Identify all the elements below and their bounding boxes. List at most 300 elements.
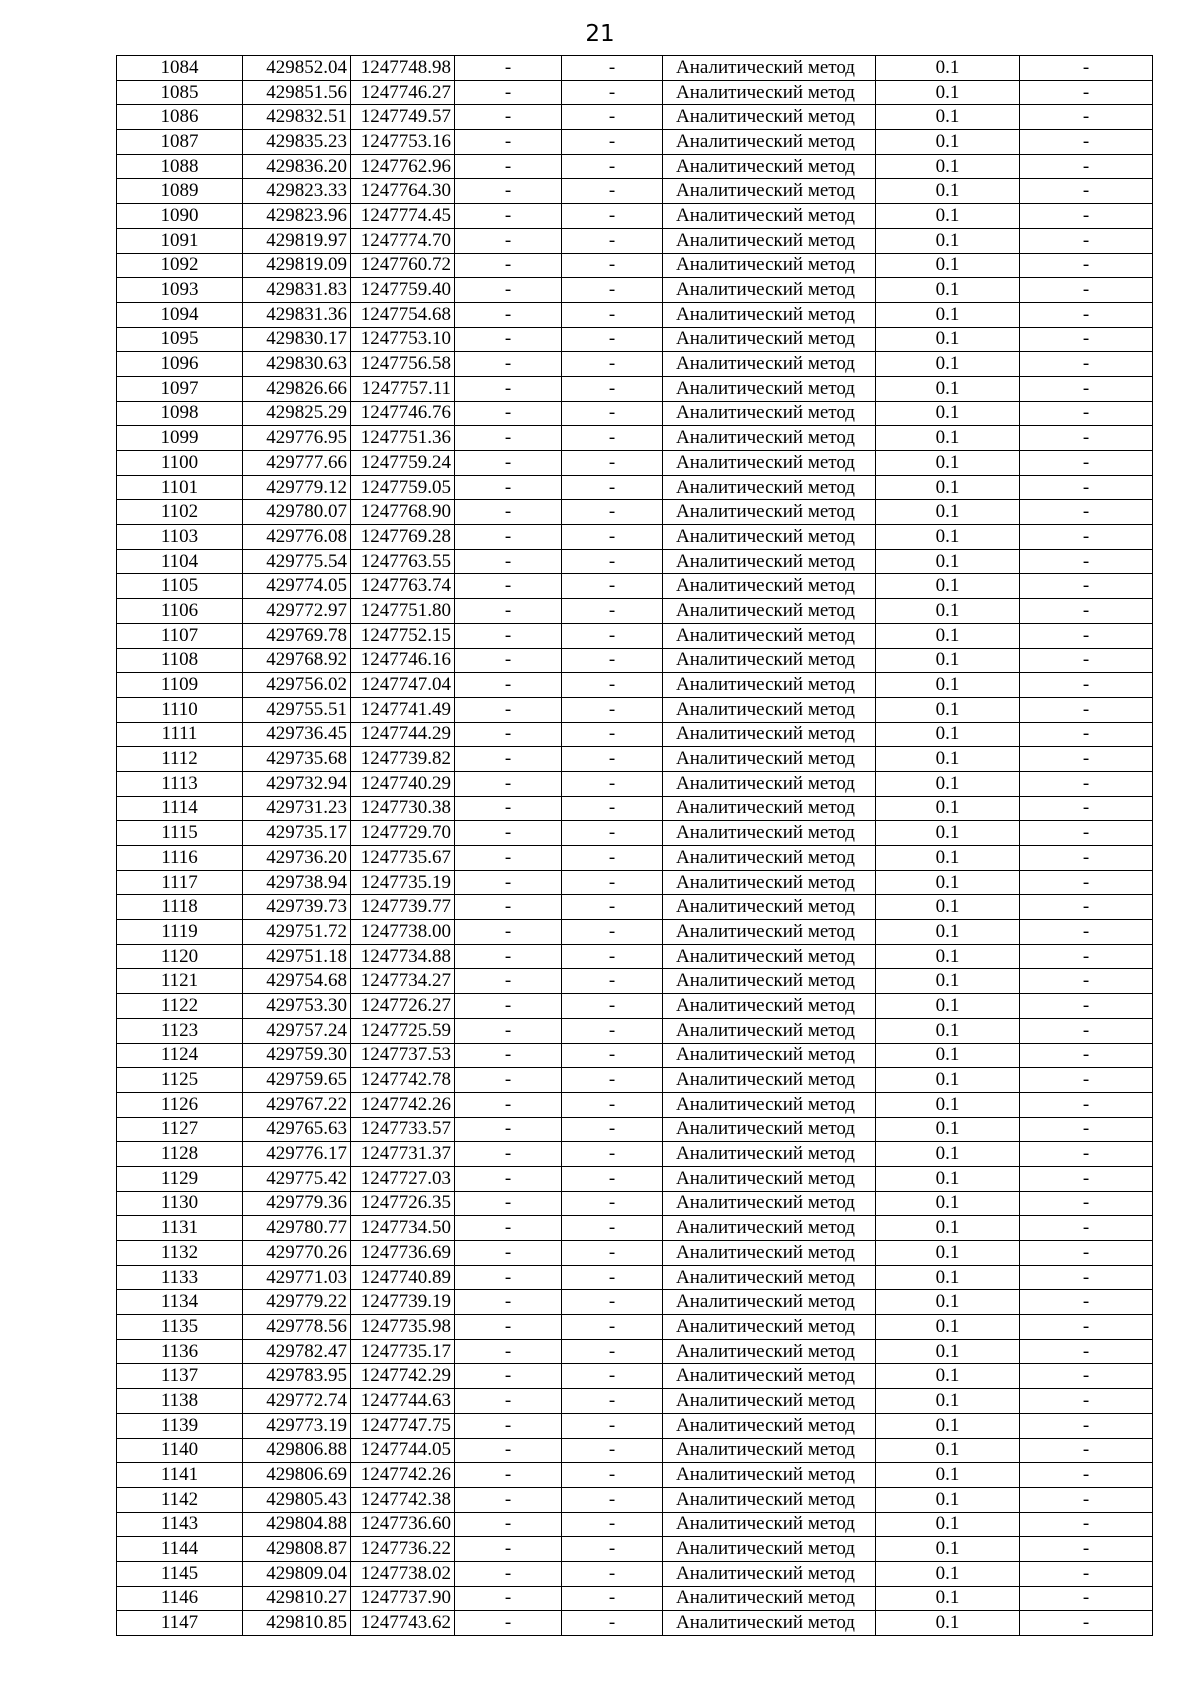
col5-cell: - [562, 648, 663, 673]
point-number-cell: 1142 [117, 1487, 243, 1512]
x-coordinate-cell: 429825.29 [243, 401, 351, 426]
y-coordinate-cell: 1247734.27 [351, 969, 455, 994]
method-cell: Аналитический метод [663, 426, 876, 451]
table-row [117, 1537, 1153, 1562]
col4-cell: - [455, 1389, 562, 1414]
method-cell: Аналитический метод [663, 920, 876, 945]
col5-cell: - [562, 56, 663, 81]
method-cell: Аналитический метод [663, 1142, 876, 1167]
x-coordinate-cell: 429823.96 [243, 204, 351, 229]
accuracy-cell: 0.1 [876, 1241, 1020, 1266]
point-number-cell: 1097 [117, 376, 243, 401]
point-number-cell: 1133 [117, 1265, 243, 1290]
method-cell: Аналитический метод [663, 1413, 876, 1438]
method-cell: Аналитический метод [663, 105, 876, 130]
table-row [117, 154, 1153, 179]
col5-cell: - [562, 179, 663, 204]
col5-cell: - [562, 327, 663, 352]
col8-cell: - [1020, 1611, 1153, 1636]
col8-cell: - [1020, 1438, 1153, 1463]
col5-cell: - [562, 1438, 663, 1463]
method-cell: Аналитический метод [663, 80, 876, 105]
col5-cell: - [562, 105, 663, 130]
col4-cell: - [455, 1142, 562, 1167]
table-row [117, 1166, 1153, 1191]
table-row [117, 1142, 1153, 1167]
col4-cell: - [455, 1512, 562, 1537]
accuracy-cell: 0.1 [876, 376, 1020, 401]
x-coordinate-cell: 429806.88 [243, 1438, 351, 1463]
accuracy-cell: 0.1 [876, 1389, 1020, 1414]
y-coordinate-cell: 1247751.80 [351, 599, 455, 624]
method-cell: Аналитический метод [663, 130, 876, 155]
x-coordinate-cell: 429769.78 [243, 623, 351, 648]
accuracy-cell: 0.1 [876, 475, 1020, 500]
col5-cell: - [562, 549, 663, 574]
col8-cell: - [1020, 821, 1153, 846]
method-cell: Аналитический метод [663, 525, 876, 550]
method-cell: Аналитический метод [663, 253, 876, 278]
col8-cell: - [1020, 771, 1153, 796]
point-number-cell: 1135 [117, 1315, 243, 1340]
col5-cell: - [562, 846, 663, 871]
col8-cell: - [1020, 722, 1153, 747]
table-row [117, 771, 1153, 796]
y-coordinate-cell: 1247736.60 [351, 1512, 455, 1537]
col5-cell: - [562, 574, 663, 599]
col5-cell: - [562, 623, 663, 648]
method-cell: Аналитический метод [663, 1537, 876, 1562]
y-coordinate-cell: 1247733.57 [351, 1117, 455, 1142]
col5-cell: - [562, 1315, 663, 1340]
table-row [117, 648, 1153, 673]
method-cell: Аналитический метод [663, 1191, 876, 1216]
y-coordinate-cell: 1247735.67 [351, 846, 455, 871]
x-coordinate-cell: 429851.56 [243, 80, 351, 105]
col4-cell: - [455, 154, 562, 179]
col4-cell: - [455, 525, 562, 550]
col4-cell: - [455, 1092, 562, 1117]
method-cell: Аналитический метод [663, 771, 876, 796]
point-number-cell: 1117 [117, 870, 243, 895]
point-number-cell: 1114 [117, 796, 243, 821]
y-coordinate-cell: 1247736.22 [351, 1537, 455, 1562]
col8-cell: - [1020, 1537, 1153, 1562]
point-number-cell: 1145 [117, 1561, 243, 1586]
table-row [117, 327, 1153, 352]
table-row [117, 253, 1153, 278]
y-coordinate-cell: 1247768.90 [351, 500, 455, 525]
accuracy-cell: 0.1 [876, 1364, 1020, 1389]
y-coordinate-cell: 1247727.03 [351, 1166, 455, 1191]
y-coordinate-cell: 1247730.38 [351, 796, 455, 821]
y-coordinate-cell: 1247740.89 [351, 1265, 455, 1290]
col4-cell: - [455, 821, 562, 846]
table-body [117, 56, 1153, 1636]
y-coordinate-cell: 1247742.26 [351, 1092, 455, 1117]
x-coordinate-cell: 429808.87 [243, 1537, 351, 1562]
x-coordinate-cell: 429756.02 [243, 673, 351, 698]
col5-cell: - [562, 1216, 663, 1241]
col4-cell: - [455, 376, 562, 401]
col4-cell: - [455, 846, 562, 871]
table-row [117, 1611, 1153, 1636]
col5-cell: - [562, 1043, 663, 1068]
x-coordinate-cell: 429810.27 [243, 1586, 351, 1611]
method-cell: Аналитический метод [663, 673, 876, 698]
method-cell: Аналитический метод [663, 1265, 876, 1290]
method-cell: Аналитический метод [663, 846, 876, 871]
x-coordinate-cell: 429731.23 [243, 796, 351, 821]
point-number-cell: 1130 [117, 1191, 243, 1216]
point-number-cell: 1129 [117, 1166, 243, 1191]
col4-cell: - [455, 722, 562, 747]
table-row [117, 228, 1153, 253]
method-cell: Аналитический метод [663, 1241, 876, 1266]
point-number-cell: 1110 [117, 697, 243, 722]
y-coordinate-cell: 1247735.17 [351, 1339, 455, 1364]
method-cell: Аналитический метод [663, 944, 876, 969]
col4-cell: - [455, 771, 562, 796]
point-number-cell: 1099 [117, 426, 243, 451]
col5-cell: - [562, 302, 663, 327]
x-coordinate-cell: 429830.17 [243, 327, 351, 352]
table-row [117, 697, 1153, 722]
col5-cell: - [562, 451, 663, 476]
col8-cell: - [1020, 796, 1153, 821]
table-row [117, 599, 1153, 624]
col8-cell: - [1020, 1463, 1153, 1488]
col4-cell: - [455, 352, 562, 377]
table-row [117, 1339, 1153, 1364]
col8-cell: - [1020, 1586, 1153, 1611]
col8-cell: - [1020, 525, 1153, 550]
y-coordinate-cell: 1247740.29 [351, 771, 455, 796]
accuracy-cell: 0.1 [876, 426, 1020, 451]
method-cell: Аналитический метод [663, 1487, 876, 1512]
col4-cell: - [455, 475, 562, 500]
x-coordinate-cell: 429852.04 [243, 56, 351, 81]
y-coordinate-cell: 1247729.70 [351, 821, 455, 846]
point-number-cell: 1132 [117, 1241, 243, 1266]
col4-cell: - [455, 1117, 562, 1142]
col5-cell: - [562, 278, 663, 303]
x-coordinate-cell: 429735.17 [243, 821, 351, 846]
col5-cell: - [562, 204, 663, 229]
col4-cell: - [455, 574, 562, 599]
col4-cell: - [455, 697, 562, 722]
point-number-cell: 1088 [117, 154, 243, 179]
accuracy-cell: 0.1 [876, 1092, 1020, 1117]
y-coordinate-cell: 1247742.38 [351, 1487, 455, 1512]
col4-cell: - [455, 549, 562, 574]
accuracy-cell: 0.1 [876, 525, 1020, 550]
point-number-cell: 1102 [117, 500, 243, 525]
table-row [117, 1117, 1153, 1142]
y-coordinate-cell: 1247759.05 [351, 475, 455, 500]
col5-cell: - [562, 1463, 663, 1488]
col4-cell: - [455, 1561, 562, 1586]
col4-cell: - [455, 500, 562, 525]
y-coordinate-cell: 1247759.40 [351, 278, 455, 303]
table-row [117, 204, 1153, 229]
col5-cell: - [562, 771, 663, 796]
accuracy-cell: 0.1 [876, 747, 1020, 772]
col5-cell: - [562, 1586, 663, 1611]
accuracy-cell: 0.1 [876, 1142, 1020, 1167]
col4-cell: - [455, 105, 562, 130]
table-row [117, 1290, 1153, 1315]
y-coordinate-cell: 1247736.69 [351, 1241, 455, 1266]
y-coordinate-cell: 1247744.63 [351, 1389, 455, 1414]
method-cell: Аналитический метод [663, 1512, 876, 1537]
point-number-cell: 1139 [117, 1413, 243, 1438]
point-number-cell: 1140 [117, 1438, 243, 1463]
col4-cell: - [455, 426, 562, 451]
accuracy-cell: 0.1 [876, 1413, 1020, 1438]
method-cell: Аналитический метод [663, 1586, 876, 1611]
y-coordinate-cell: 1247759.24 [351, 451, 455, 476]
col8-cell: - [1020, 1487, 1153, 1512]
col4-cell: - [455, 80, 562, 105]
y-coordinate-cell: 1247746.16 [351, 648, 455, 673]
point-number-cell: 1116 [117, 846, 243, 871]
point-number-cell: 1141 [117, 1463, 243, 1488]
col8-cell: - [1020, 1117, 1153, 1142]
col4-cell: - [455, 130, 562, 155]
col4-cell: - [455, 1586, 562, 1611]
col4-cell: - [455, 1364, 562, 1389]
accuracy-cell: 0.1 [876, 1166, 1020, 1191]
method-cell: Аналитический метод [663, 228, 876, 253]
col8-cell: - [1020, 426, 1153, 451]
col5-cell: - [562, 1142, 663, 1167]
table-row [117, 426, 1153, 451]
y-coordinate-cell: 1247762.96 [351, 154, 455, 179]
col4-cell: - [455, 969, 562, 994]
table-row [117, 1512, 1153, 1537]
x-coordinate-cell: 429835.23 [243, 130, 351, 155]
accuracy-cell: 0.1 [876, 1339, 1020, 1364]
col4-cell: - [455, 302, 562, 327]
col4-cell: - [455, 1413, 562, 1438]
accuracy-cell: 0.1 [876, 771, 1020, 796]
col4-cell: - [455, 920, 562, 945]
col8-cell: - [1020, 352, 1153, 377]
table-row [117, 1463, 1153, 1488]
point-number-cell: 1085 [117, 80, 243, 105]
x-coordinate-cell: 429776.17 [243, 1142, 351, 1167]
x-coordinate-cell: 429772.97 [243, 599, 351, 624]
y-coordinate-cell: 1247738.00 [351, 920, 455, 945]
col5-cell: - [562, 796, 663, 821]
accuracy-cell: 0.1 [876, 697, 1020, 722]
table-row [117, 475, 1153, 500]
col4-cell: - [455, 327, 562, 352]
point-number-cell: 1111 [117, 722, 243, 747]
point-number-cell: 1096 [117, 352, 243, 377]
col8-cell: - [1020, 327, 1153, 352]
point-number-cell: 1103 [117, 525, 243, 550]
method-cell: Аналитический метод [663, 1364, 876, 1389]
x-coordinate-cell: 429738.94 [243, 870, 351, 895]
col4-cell: - [455, 1265, 562, 1290]
accuracy-cell: 0.1 [876, 1537, 1020, 1562]
y-coordinate-cell: 1247757.11 [351, 376, 455, 401]
y-coordinate-cell: 1247753.10 [351, 327, 455, 352]
col8-cell: - [1020, 105, 1153, 130]
accuracy-cell: 0.1 [876, 623, 1020, 648]
col8-cell: - [1020, 179, 1153, 204]
col8-cell: - [1020, 376, 1153, 401]
accuracy-cell: 0.1 [876, 80, 1020, 105]
point-number-cell: 1120 [117, 944, 243, 969]
point-number-cell: 1118 [117, 895, 243, 920]
x-coordinate-cell: 429735.68 [243, 747, 351, 772]
y-coordinate-cell: 1247774.70 [351, 228, 455, 253]
accuracy-cell: 0.1 [876, 451, 1020, 476]
table-row [117, 846, 1153, 871]
col8-cell: - [1020, 599, 1153, 624]
col4-cell: - [455, 253, 562, 278]
y-coordinate-cell: 1247763.74 [351, 574, 455, 599]
method-cell: Аналитический метод [663, 327, 876, 352]
accuracy-cell: 0.1 [876, 895, 1020, 920]
col4-cell: - [455, 1043, 562, 1068]
accuracy-cell: 0.1 [876, 1043, 1020, 1068]
y-coordinate-cell: 1247746.27 [351, 80, 455, 105]
col5-cell: - [562, 1092, 663, 1117]
method-cell: Аналитический метод [663, 204, 876, 229]
accuracy-cell: 0.1 [876, 1018, 1020, 1043]
x-coordinate-cell: 429831.36 [243, 302, 351, 327]
method-cell: Аналитический метод [663, 1043, 876, 1068]
accuracy-cell: 0.1 [876, 228, 1020, 253]
col5-cell: - [562, 1265, 663, 1290]
col8-cell: - [1020, 846, 1153, 871]
col5-cell: - [562, 722, 663, 747]
y-coordinate-cell: 1247739.77 [351, 895, 455, 920]
col8-cell: - [1020, 130, 1153, 155]
col5-cell: - [562, 253, 663, 278]
point-number-cell: 1100 [117, 451, 243, 476]
point-number-cell: 1134 [117, 1290, 243, 1315]
col8-cell: - [1020, 549, 1153, 574]
method-cell: Аналитический метод [663, 1438, 876, 1463]
method-cell: Аналитический метод [663, 278, 876, 303]
col5-cell: - [562, 920, 663, 945]
y-coordinate-cell: 1247747.75 [351, 1413, 455, 1438]
point-number-cell: 1084 [117, 56, 243, 81]
point-number-cell: 1106 [117, 599, 243, 624]
col4-cell: - [455, 1018, 562, 1043]
accuracy-cell: 0.1 [876, 56, 1020, 81]
table-row [117, 1364, 1153, 1389]
method-cell: Аналитический метод [663, 1389, 876, 1414]
point-number-cell: 1119 [117, 920, 243, 945]
table-row [117, 1265, 1153, 1290]
col4-cell: - [455, 1463, 562, 1488]
x-coordinate-cell: 429757.24 [243, 1018, 351, 1043]
accuracy-cell: 0.1 [876, 1068, 1020, 1093]
x-coordinate-cell: 429759.65 [243, 1068, 351, 1093]
col4-cell: - [455, 994, 562, 1019]
method-cell: Аналитический метод [663, 376, 876, 401]
point-number-cell: 1125 [117, 1068, 243, 1093]
col4-cell: - [455, 747, 562, 772]
y-coordinate-cell: 1247764.30 [351, 179, 455, 204]
method-cell: Аналитический метод [663, 722, 876, 747]
accuracy-cell: 0.1 [876, 1290, 1020, 1315]
y-coordinate-cell: 1247754.68 [351, 302, 455, 327]
x-coordinate-cell: 429755.51 [243, 697, 351, 722]
col8-cell: - [1020, 1561, 1153, 1586]
x-coordinate-cell: 429810.85 [243, 1611, 351, 1636]
col5-cell: - [562, 352, 663, 377]
point-number-cell: 1146 [117, 1586, 243, 1611]
col8-cell: - [1020, 1142, 1153, 1167]
col8-cell: - [1020, 994, 1153, 1019]
accuracy-cell: 0.1 [876, 722, 1020, 747]
point-number-cell: 1095 [117, 327, 243, 352]
table-row [117, 1315, 1153, 1340]
table-row [117, 1413, 1153, 1438]
accuracy-cell: 0.1 [876, 846, 1020, 871]
col8-cell: - [1020, 80, 1153, 105]
col5-cell: - [562, 154, 663, 179]
col4-cell: - [455, 870, 562, 895]
accuracy-cell: 0.1 [876, 154, 1020, 179]
x-coordinate-cell: 429836.20 [243, 154, 351, 179]
method-cell: Аналитический метод [663, 302, 876, 327]
accuracy-cell: 0.1 [876, 1561, 1020, 1586]
col8-cell: - [1020, 1512, 1153, 1537]
accuracy-cell: 0.1 [876, 821, 1020, 846]
point-number-cell: 1143 [117, 1512, 243, 1537]
x-coordinate-cell: 429832.51 [243, 105, 351, 130]
accuracy-cell: 0.1 [876, 327, 1020, 352]
x-coordinate-cell: 429773.19 [243, 1413, 351, 1438]
table-row [117, 500, 1153, 525]
table-row [117, 278, 1153, 303]
col5-cell: - [562, 500, 663, 525]
table-row [117, 1191, 1153, 1216]
point-number-cell: 1126 [117, 1092, 243, 1117]
col5-cell: - [562, 80, 663, 105]
col5-cell: - [562, 599, 663, 624]
col5-cell: - [562, 1389, 663, 1414]
y-coordinate-cell: 1247752.15 [351, 623, 455, 648]
method-cell: Аналитический метод [663, 599, 876, 624]
point-number-cell: 1113 [117, 771, 243, 796]
x-coordinate-cell: 429768.92 [243, 648, 351, 673]
y-coordinate-cell: 1247747.04 [351, 673, 455, 698]
point-number-cell: 1107 [117, 623, 243, 648]
accuracy-cell: 0.1 [876, 969, 1020, 994]
table-row [117, 525, 1153, 550]
x-coordinate-cell: 429806.69 [243, 1463, 351, 1488]
x-coordinate-cell: 429754.68 [243, 969, 351, 994]
x-coordinate-cell: 429772.74 [243, 1389, 351, 1414]
col8-cell: - [1020, 1413, 1153, 1438]
col5-cell: - [562, 1611, 663, 1636]
x-coordinate-cell: 429770.26 [243, 1241, 351, 1266]
y-coordinate-cell: 1247725.59 [351, 1018, 455, 1043]
y-coordinate-cell: 1247737.53 [351, 1043, 455, 1068]
accuracy-cell: 0.1 [876, 1438, 1020, 1463]
accuracy-cell: 0.1 [876, 130, 1020, 155]
col5-cell: - [562, 1487, 663, 1512]
